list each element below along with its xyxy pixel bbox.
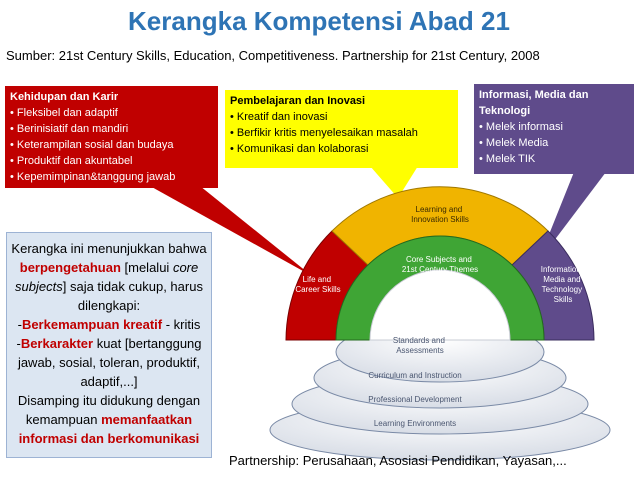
- information-media-label: Information, Media and Technology Skills: [540, 265, 584, 304]
- note-dash: -: [17, 317, 22, 332]
- learning-innovation-heading: Pembelajaran dan Inovasi: [230, 95, 366, 107]
- note-text: ] saja tidak cukup, harus dilengkapi:: [62, 279, 203, 313]
- partnership-text: Partnership: Perusahaan, Asosiasi Pendidikan, Yayasan,...: [229, 453, 567, 468]
- note-highlight-knowledge: berpengetahuan: [19, 260, 121, 275]
- curriculum-instruction-label: Curriculum and Instruction: [368, 371, 462, 380]
- list-item: • Keterampilan sosial dan budaya: [10, 137, 213, 153]
- note-text: [melalui: [124, 260, 170, 275]
- learning-innovation-label: Learning and Innovation Skills: [411, 205, 469, 224]
- list-item: • Produktif dan akuntabel: [10, 153, 213, 169]
- information-media-heading: Informasi, Media dan Teknologi: [479, 89, 589, 117]
- list-item: • Kreatif dan inovasi: [230, 109, 453, 125]
- list-item: • Melek Media: [479, 135, 629, 151]
- note-text: - kritis: [162, 317, 201, 332]
- life-career-label: Life and Career Skills: [295, 275, 341, 294]
- learning-innovation-callout: [225, 90, 458, 168]
- note-text: Kerangka ini menunjukkan bahwa: [11, 241, 207, 256]
- list-item: • Komunikasi dan kolaborasi: [230, 141, 453, 157]
- list-item: • Melek TIK: [479, 151, 629, 167]
- note-highlight-creative: Berkemampuan kreatif: [21, 317, 163, 332]
- list-item: • Berinisiatif dan mandiri: [10, 121, 213, 137]
- framework-note: [6, 232, 212, 458]
- note-text: Disamping itu didukung dengan kemampuan: [17, 393, 201, 427]
- note-highlight-character: Berkarakter: [20, 336, 94, 351]
- list-item: • Melek informasi: [479, 119, 629, 135]
- core-subjects-label: Core Subjects and 21st Century Themes: [401, 255, 479, 274]
- list-item: • Kepemimpinan&tanggung jawab: [10, 169, 213, 185]
- life-career-callout: [5, 86, 218, 188]
- note-core-subjects: core subjects: [15, 260, 199, 294]
- note-dash: -: [16, 336, 21, 351]
- learning-innovation-list: [230, 109, 453, 157]
- source-citation: Sumber: 21st Century Skills, Education, Competitiveness. Partnership for 21st Century, 2008: [6, 48, 540, 63]
- list-item: • Fleksibel dan adaptif: [10, 105, 213, 121]
- life-career-heading: Kehidupan dan Karir: [10, 91, 119, 103]
- standards-assessments-label: Standards and Assessments: [392, 336, 445, 355]
- learning-environments-label: Learning Environments: [373, 419, 457, 428]
- page-title: Kerangka Kompetensi Abad 21: [128, 6, 510, 36]
- information-media-list: [479, 119, 629, 167]
- note-text: kuat [bertanggung jawab, sosial, toleran, produktif, adaptif,...]: [17, 336, 202, 389]
- life-career-list: [10, 105, 213, 185]
- note-highlight-information: memanfaatkan informasi dan berkomunikasi: [18, 412, 200, 446]
- professional-development-label: Professional Development: [368, 395, 462, 404]
- information-media-callout: [474, 84, 634, 174]
- list-item: • Berfikir kritis menyelesaikan masalah: [230, 125, 453, 141]
